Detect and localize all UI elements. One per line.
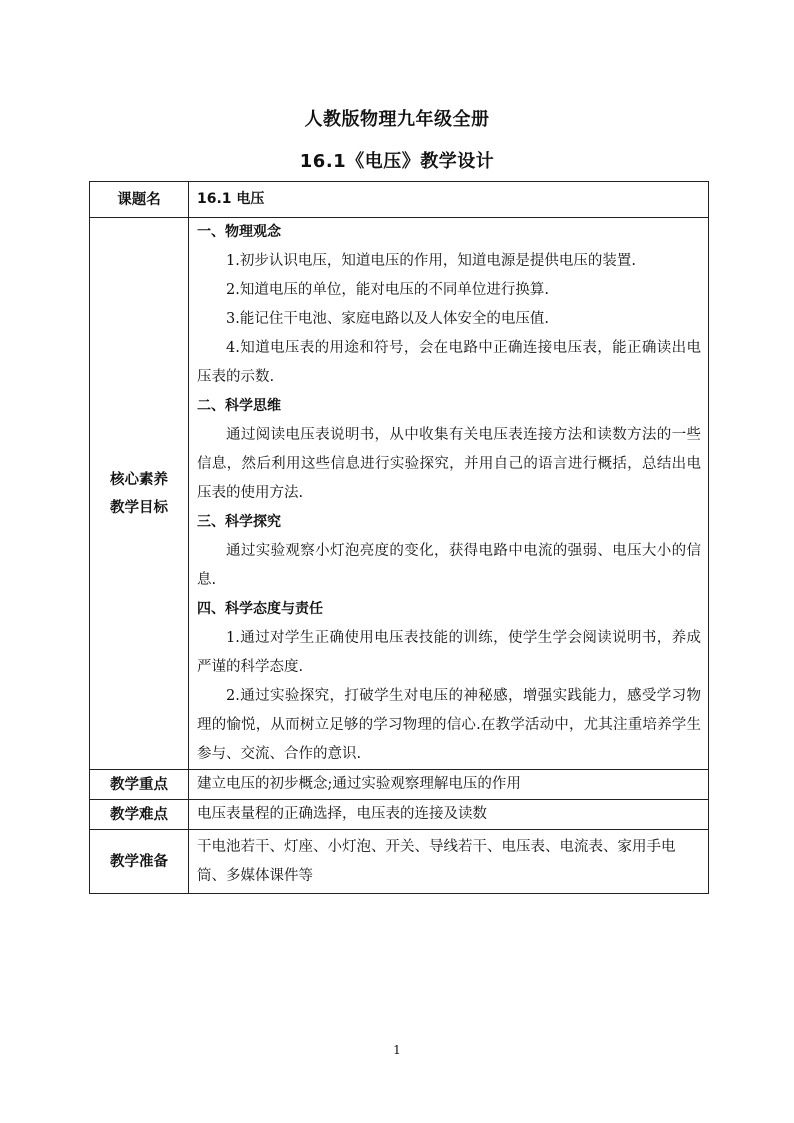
section-heading: 四、科学态度与责任 (197, 601, 323, 617)
goals-label-line1: 核心素养 (110, 471, 168, 488)
preparation-value: 干电池若干、灯座、小灯泡、开关、导线若干、电压表、电流表、家用手电筒、多媒体课件等 (189, 830, 709, 894)
key-points-label: 教学重点 (90, 770, 189, 800)
topic-label: 课题名 (90, 182, 189, 218)
preparation-row (90, 830, 709, 894)
key-points-row (90, 770, 709, 800)
goals-content (189, 218, 709, 770)
goals-label-line2: 教学目标 (110, 499, 168, 516)
goal-paragraph: 通过实验观察小灯泡亮度的变化，获得电路中电流的强弱、电压大小的信息. (197, 543, 701, 588)
lesson-title: 16.1《电压》教学设计 (299, 151, 495, 172)
goal-paragraph: 4.知道电压表的用途和符号，会在电路中正确连接电压表，能正确读出电压表的示数. (197, 340, 701, 385)
difficulties-row (90, 800, 709, 830)
goals-row (90, 218, 709, 770)
goals-label (90, 218, 189, 770)
difficulties-value: 电压表量程的正确选择，电压表的连接及读数 (189, 800, 709, 830)
difficulties-label: 教学难点 (90, 800, 189, 830)
section-heading: 二、科学思维 (197, 398, 281, 414)
preparation-label: 教学准备 (90, 830, 189, 894)
topic-row (90, 182, 709, 218)
goal-paragraph: 3.能记住干电池、家庭电路以及人体安全的电压值. (226, 311, 549, 327)
topic-value: 16.1 电压 (189, 182, 709, 218)
page-number: 1 (393, 1043, 401, 1057)
lesson-plan-table (89, 181, 709, 894)
document-title: 人教版物理九年级全册 (304, 109, 490, 130)
key-points-value: 建立电压的初步概念;通过实验观察理解电压的作用 (189, 770, 709, 800)
goal-paragraph: 2.知道电压的单位，能对电压的不同单位进行换算. (226, 282, 549, 298)
goal-paragraph: 1.初步认识电压，知道电压的作用，知道电源是提供电压的装置. (226, 253, 636, 269)
goal-paragraph: 1.通过对学生正确使用电压表技能的训练，使学生学会阅读说明书，养成严谨的科学态度. (197, 630, 701, 675)
goal-paragraph: 2.通过实验探究，打破学生对电压的神秘感，增强实践能力，感受学习物理的愉悦，从而树立足够的学习物理的信心.在教学活动中，尤其注重培养学生参与、交流、合作的意识. (197, 688, 701, 762)
section-heading: 一、物理观念 (197, 224, 281, 240)
section-heading: 三、科学探究 (197, 514, 281, 530)
goal-paragraph: 通过阅读电压表说明书，从中收集有关电压表连接方法和读数方法的一些信息，然后利用这些信息进行实验探究，并用自己的语言进行概括，总结出电压表的使用方法. (197, 427, 701, 501)
